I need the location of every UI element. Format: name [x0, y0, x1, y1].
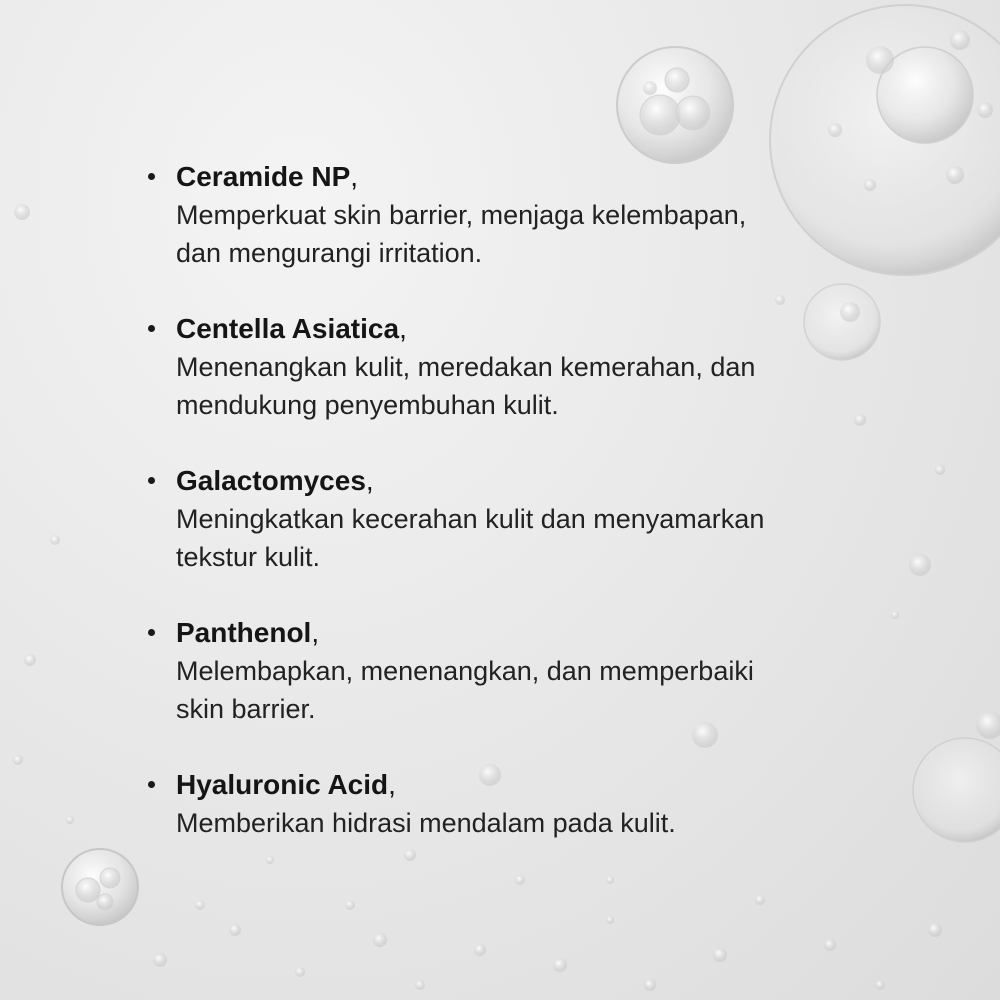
ingredient-title: [176, 462, 848, 500]
ingredient-suffix: ,: [365, 465, 374, 496]
ingredient-name: Centella Asiatica: [176, 313, 400, 344]
ingredient-description: Memberikan hidrasi mendalam pada kulit.: [176, 808, 676, 838]
ingredient-suffix: ,: [350, 161, 359, 192]
bottom-left-bubble-icon: [62, 849, 138, 925]
list-item: [148, 158, 848, 272]
ingredient-suffix: ,: [388, 769, 396, 800]
ingredient-title: [176, 158, 848, 196]
ingredient-name: Ceramide NP: [176, 161, 351, 192]
ingredient-description: Menenangkan kulit, meredakan kemerahan, dan mendukung penyembuhan kulit.: [176, 352, 756, 420]
ingredient-name: Hyaluronic Acid: [176, 769, 389, 800]
list-item: [148, 614, 848, 728]
bullet-icon: [148, 477, 155, 484]
ingredient-name: Galactomyces: [176, 465, 366, 496]
ingredient-suffix: ,: [399, 313, 407, 344]
list-item: [148, 310, 848, 424]
bullet-icon: [148, 629, 155, 636]
bullet-icon: [148, 173, 155, 180]
ingredient-name: Panthenol: [176, 617, 312, 648]
list-item: [148, 766, 848, 842]
ingredient-title: [176, 310, 848, 348]
list-item: [148, 462, 848, 576]
bullet-icon: [148, 781, 155, 788]
edge-bubble-icon: [913, 711, 1000, 842]
ingredient-title: [176, 614, 848, 652]
ingredient-description: Melembapkan, menenangkan, dan memperbaiki skin barrier.: [176, 656, 754, 724]
bullet-icon: [148, 325, 155, 332]
ingredients-list: [148, 158, 848, 880]
ingredient-description: Memperkuat skin barrier, menjaga kelembapan, dan mengurangi irritation.: [176, 200, 747, 268]
medium-bubble-icon: [617, 47, 733, 163]
ingredient-title: [176, 766, 848, 804]
ingredient-suffix: ,: [311, 617, 320, 648]
ingredient-description: Meningkatkan kecerahan kulit dan menyamarkan tekstur kulit.: [176, 504, 765, 572]
